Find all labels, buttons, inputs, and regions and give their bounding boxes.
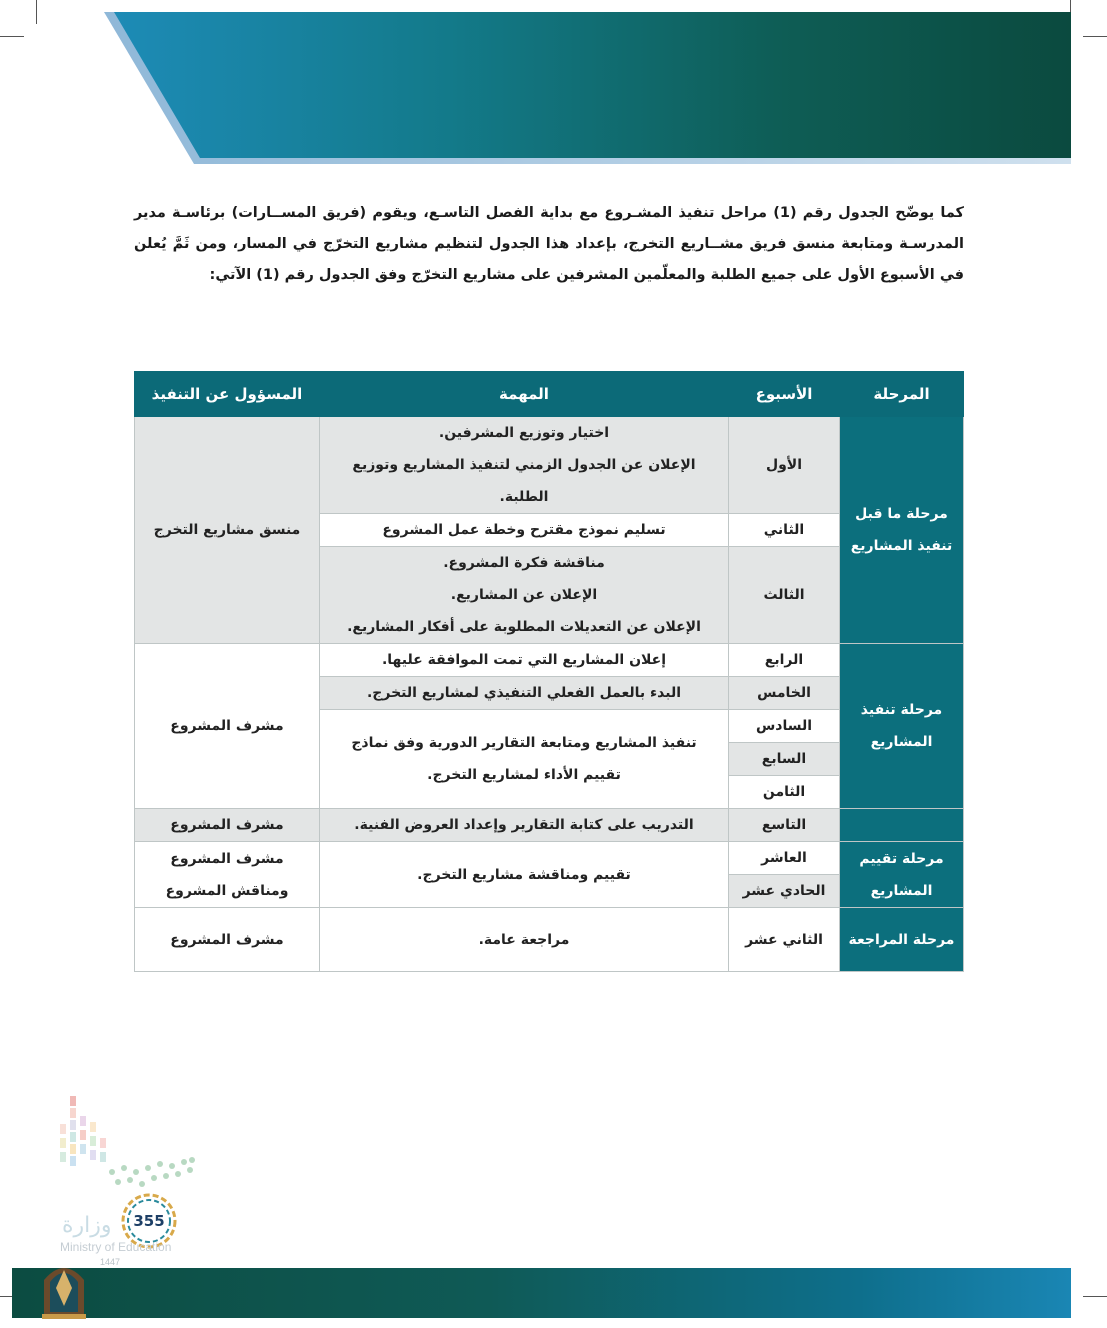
week-cell: الثاني — [729, 514, 840, 547]
responsible-cell: مشرف المشروع — [135, 908, 320, 972]
task-line: تنفيذ المشاريع ومتابعة التقارير الدورية وفق نماذج — [351, 735, 697, 751]
week-cell: الأول — [729, 417, 840, 514]
week-cell: الثاني عشر — [729, 908, 840, 972]
week-cell: العاشر — [729, 842, 840, 875]
week-cell: السادس — [729, 710, 840, 743]
responsible-cell: مشرف المشروع — [135, 809, 320, 842]
task-line: اختيار وتوزيع المشرفين. — [438, 425, 610, 441]
footer-banner — [12, 1268, 1071, 1318]
responsible-cell: منسق مشاريع التخرج — [135, 417, 320, 644]
table-row — [135, 644, 964, 677]
task-line: الإعلان عن الجدول الزمني لتنفيذ المشاريع وتوزيع الطلبة. — [352, 457, 696, 505]
responsible-cell — [135, 842, 320, 908]
crop-mark — [1083, 1296, 1107, 1297]
crop-mark — [0, 36, 24, 37]
responsible-cell: مشرف المشروع — [135, 644, 320, 809]
header-banner — [104, 12, 1071, 164]
week-cell: الخامس — [729, 677, 840, 710]
phase-execution: مرحلة تنفيذ المشاريع — [840, 644, 964, 809]
table-row — [135, 417, 964, 514]
week-cell: الرابع — [729, 644, 840, 677]
table-row — [135, 842, 964, 875]
crop-mark — [36, 0, 37, 24]
project-schedule-table — [134, 371, 964, 972]
table-row — [135, 809, 964, 842]
week-cell: الحادي عشر — [729, 875, 840, 908]
header-responsible: المسؤول عن التنفيذ — [135, 372, 320, 417]
task-line: مناقشة فكرة المشروع. — [443, 555, 605, 571]
task-cell: إعلان المشاريع التي تمت الموافقة عليها. — [320, 644, 729, 677]
header-week: الأسبوع — [729, 372, 840, 417]
week-cell: التاسع — [729, 809, 840, 842]
task-line: الإعلان عن المشاريع. — [450, 587, 598, 603]
crop-mark — [1083, 36, 1107, 37]
task-line: تقييم الأداء لمشاريع التخرج. — [427, 767, 621, 783]
task-cell — [320, 547, 729, 644]
task-cell — [320, 417, 729, 514]
task-line: الإعلان عن التعديلات المطلوبة على أفكار المشاريع. — [347, 619, 701, 635]
task-cell: تقييم ومناقشة مشاريع التخرج. — [320, 842, 729, 908]
header-phase: المرحلة — [840, 372, 964, 417]
year-label: 1447 — [100, 1257, 121, 1267]
phase-execution-continued — [840, 809, 964, 842]
responsible-line: ومناقش المشروع — [165, 882, 289, 899]
header-task: المهمة — [320, 372, 729, 417]
week-cell: السابع — [729, 743, 840, 776]
week-cell: الثالث — [729, 547, 840, 644]
task-cell: التدريب على كتابة التقارير وإعداد العروض الفنية. — [320, 809, 729, 842]
task-cell: مراجعة عامة. — [320, 908, 729, 972]
ministry-label: Ministry of Education — [60, 1240, 172, 1254]
phase-review: مرحلة المراجعة — [840, 908, 964, 972]
table-header-row — [135, 372, 964, 417]
svg-text:وزارة: وزارة — [62, 1213, 112, 1238]
task-cell — [320, 710, 729, 809]
responsible-line: مشرف المشروع — [170, 850, 284, 867]
phase-evaluation: مرحلة تقييم المشاريع — [840, 842, 964, 908]
task-cell: تسليم نموذج مقترح وخطة عمل المشروع — [320, 514, 729, 547]
school-emblem-icon — [38, 1254, 90, 1320]
phase-pre-execution: مرحلة ما قبل تنفيذ المشاريع — [840, 417, 964, 644]
page-number: 355 — [133, 1212, 165, 1230]
table-row — [135, 908, 964, 972]
task-cell: البدء بالعمل الفعلي التنفيذي لمشاريع التخرج. — [320, 677, 729, 710]
week-cell: الثامن — [729, 776, 840, 809]
intro-paragraph: كما يوضّح الجدول رقم (1) مراحل تنفيذ المشـروع مع بداية الفصل التاسـع، ويقوم (فريق المســارات) برئاسـة مدير المدرسـة ومتابعة منسق فريق مشــاريع التخرج، بإعداد هذا الجدول لتنظيم مشاريع التخرّج في المسار، ومن ثَمَّ يُعلن في الأسبوع الأول على جميع الطلبة والمعلّمين المشرفين على مشاريع التخرّج وفق الجدول رقم (1) الآتي: — [134, 205, 964, 283]
